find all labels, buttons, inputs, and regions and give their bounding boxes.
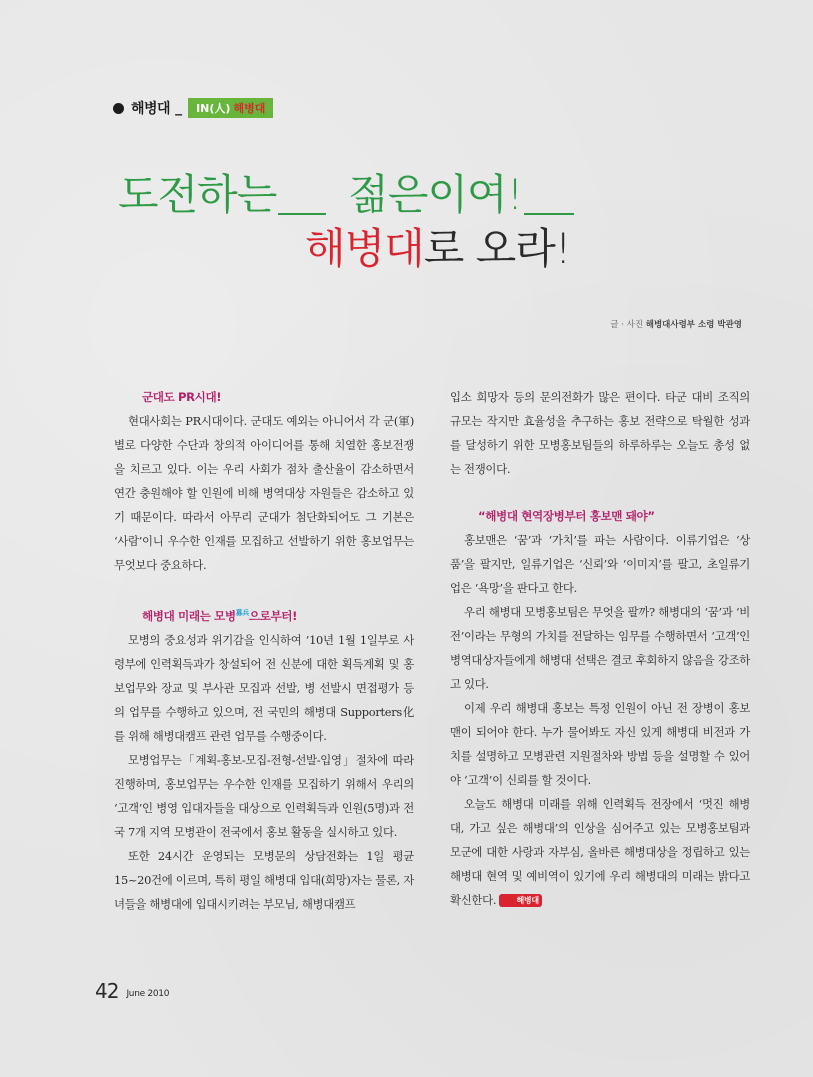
paragraph: 또한 24시간 운영되는 모병문의 상담전화는 1일 평균 15~20건에 이르며, 특히 평일 해병대 입대(희망)자는 물론, 자녀들을 해병대에 입대시키려는 부모님, 해병대캠프 <box>114 848 414 911</box>
paragraph: 우리 해병대 모병홍보팀은 무엇을 팔까? 해병대의 ‘꿈’과 ‘비전’이라는 무형의 가치를 전달하는 임무를 수행하면서 ‘고객’인 병역대상자들에게 해병대 선택은 결코 후회하지 않음을 강조하고 있다. <box>450 605 750 691</box>
headline-part-a: 도전하는 <box>118 170 277 219</box>
subheading-pr-era: 군대도 PR시대! <box>142 390 222 404</box>
bullet-icon <box>113 103 124 114</box>
spacer <box>114 577 414 601</box>
headline-underline-2 <box>524 213 574 215</box>
page-number: 42 <box>95 979 119 1003</box>
headline-line-2 <box>305 216 571 276</box>
byline-prefix: 글 · 사진 <box>610 320 644 330</box>
paragraph: 모병업무는「계획-홍보-모집-전형-선발-입영」절차에 따라 진행하며, 홍보업무는 우수한 인재를 모집하기 위해서 우리의 ‘고객’인 병영 입대자들을 대상으로 인력획득과 인원(5명)과 전국 7개 지역 모병관이 전국에서 홍보 활동을 실시하고 있다. <box>114 752 414 839</box>
paragraph: 모병의 중요성과 위기감을 인식하여 ’10년 1월 1일부로 사령부에 인력획득과가 창설되어 전 신분에 대한 획득계획 및 홍보업무와 장교 및 부사관 모집과 선발, 병 선발시 면접평가 등의 업무를 수행하고 있으며, 전 국민의 해병대 Supporters化를 위해 해병대캠프 관련 업무를 수행중이다. <box>114 632 414 743</box>
subheading-recruitment <box>114 601 414 628</box>
paragraph: 이제 우리 해병대 홍보는 특정 인원이 아닌 전 장병이 홍보맨이 되어야 한다. 누가 물어봐도 자신 있게 해병대 비전과 가치를 설명하고 모병관련 지원절차와 방법 등을 설명할 수 있어야 ‘고객’이 신뢰를 할 것이다. <box>450 701 750 787</box>
headline-line-1 <box>118 162 574 222</box>
subheading-quote: “해병대 현역장병부터 홍보맨 돼야” <box>478 509 655 523</box>
subheading-text: 으로부터! <box>248 608 297 623</box>
left-column <box>114 385 414 916</box>
headline-red-word: 해병대 <box>305 224 424 273</box>
right-column <box>450 385 750 912</box>
end-mark-badge: 해병대 <box>499 894 541 907</box>
section-header <box>113 97 273 119</box>
headline-underline-1 <box>278 213 326 215</box>
section-tag-green: IN(人) <box>196 102 231 115</box>
issue-date: June 2010 <box>126 989 170 999</box>
paragraph: 현대사회는 PR시대이다. 군대도 예외는 아니어서 각 군(軍)별로 다양한 수단과 창의적 아이디어를 통해 치열한 홍보전쟁을 치르고 있다. 이는 우리 사회가 점차 출산율이 감소하면서 연간 충원해야 할 인원에 비해 병역대상 자원들은 감소하고 있기 때문이다. 따라서 아무리 군대가 첨단화되어도 그 기본은 ‘사람’이니 우수한 인재를 모집하고 선발하기 위한 홍보업무는 무엇보다 중요하다. <box>114 414 414 572</box>
headline-part-b: 젊은이여! <box>348 170 523 219</box>
paragraph: 입소 희망자 등의 문의전화가 많은 편이다. 타군 대비 조직의 규모는 작지만 효율성을 추구하는 홍보 전략으로 탁월한 성과를 달성하기 위한 모병홍보팀들의 하루하루는 오늘도 총성 없는 전쟁이다. <box>450 390 750 476</box>
section-separator: _ <box>175 100 183 116</box>
paragraph-text: 오늘도 해병대 미래를 위해 인력획득 전장에서 ‘멋진 해병대, 가고 싶은 해병대’의 인상을 심어주고 있는 모병홍보팀과 모군에 대한 사랑과 자부심, 올바른 해병대상을 정립하고 있는 해병대 현역 및 예비역이 있기에 우리 해병대의 미래는 밝다고 확신한다. <box>450 797 750 907</box>
page-footer <box>95 981 169 1001</box>
paragraph <box>450 792 750 912</box>
headline-rest: 로 오라! <box>423 224 571 273</box>
paragraph: 홍보맨은 ‘꿈’과 ‘가치’를 파는 사람이다. 이류기업은 ‘상품’을 팔지만, 일류기업은 ‘신뢰’와 ‘이미지’를 팔고, 초일류기업은 ‘욕망’을 판다고 한다. <box>450 533 750 595</box>
section-tag-red: 해병대 <box>233 102 266 115</box>
spacer <box>450 481 750 504</box>
section-name: 해병대 <box>131 101 171 117</box>
byline <box>610 318 742 330</box>
byline-author: 해병대사령부 소령 박관영 <box>645 320 742 330</box>
section-tag <box>188 98 273 118</box>
subheading-hanja: 募兵 <box>235 609 249 617</box>
subheading-text: 해병대 미래는 모병 <box>142 608 236 623</box>
